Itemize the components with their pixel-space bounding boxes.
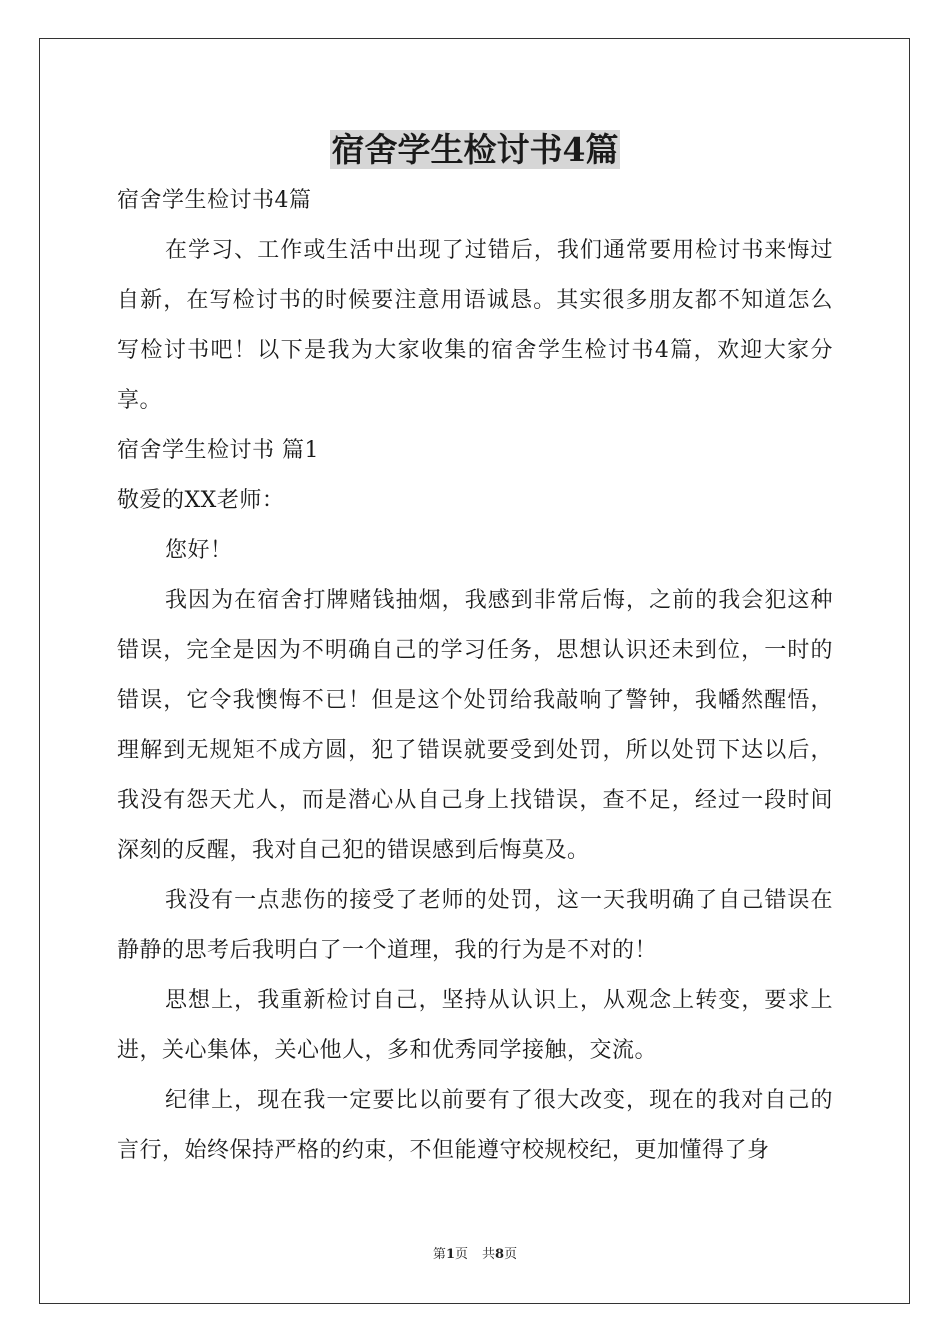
document-title <box>0 124 950 176</box>
footer-page-mid: 页 <box>454 1247 468 1262</box>
footer-page-prefix: 第 <box>432 1247 446 1262</box>
body-paragraph: 我因为在宿舍打牌赌钱抽烟，我感到非常后悔，之前的我会犯这种错误，完全是因为不明确自己的学习任务，思想认识还未到位，一时的错误，它令我懊悔不已！但是这个处罚给我敲响了警钟，我幡然醒悟，理解到无规矩不成方圆，犯了错误就要受到处罚，所以处罚下达以后，我没有怨天尤人，而是潜心从自己身上找错误，查不足，经过一段时间深刻的反醒，我对自己犯的错误感到后悔莫及。 <box>117 588 833 863</box>
document-title-text: 宿舍学生检讨书4篇 <box>331 130 619 169</box>
footer-page-total: 8 <box>495 1247 505 1262</box>
body-paragraph: 我没有一点悲伤的接受了老师的处罚，这一天我明确了自己错误在静静的思考后我明白了一个道理，我的行为是不对的！ <box>117 888 833 963</box>
subtitle-line: 宿舍学生检讨书4篇 <box>117 188 312 213</box>
greeting: 您好！ <box>165 538 233 563</box>
salutation: 敬爱的XX老师： <box>117 488 285 513</box>
section-heading: 宿舍学生检讨书 篇1 <box>117 438 319 463</box>
footer-total-suffix: 页 <box>504 1247 518 1262</box>
document-body <box>117 176 833 1176</box>
intro-paragraph: 在学习、工作或生活中出现了过错后，我们通常要用检讨书来悔过自新，在写检讨书的时候要注意用语诚恳。其实很多朋友都不知道怎么写检讨书吧！以下是我为大家收集的宿舍学生检讨书4篇，欢迎大家分享。 <box>117 238 833 413</box>
page-number-footer <box>0 1245 950 1265</box>
footer-page-current: 1 <box>445 1247 455 1262</box>
body-paragraph: 纪律上，现在我一定要比以前要有了很大改变，现在的我对自己的言行，始终保持严格的约束，不但能遵守校规校纪，更加懂得了身 <box>117 1088 833 1163</box>
body-paragraph: 思想上，我重新检讨自己，坚持从认识上，从观念上转变，要求上进，关心集体，关心他人，多和优秀同学接触，交流。 <box>117 988 833 1063</box>
footer-total-prefix: 共 <box>482 1247 496 1262</box>
